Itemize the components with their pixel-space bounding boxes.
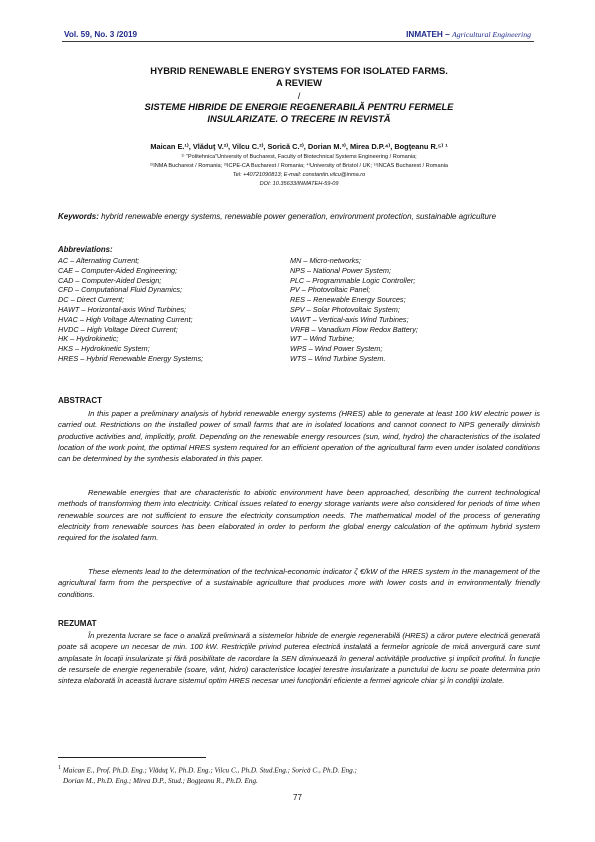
abbreviations-right-column (290, 256, 418, 364)
contact-line: Tel: +40721090813; E-mail: constantin.vilcu@inma.ro (232, 172, 366, 178)
abbreviations-left-column (58, 256, 203, 364)
abbreviation-item: CAE – Computer-Aided Engineering; (58, 265, 178, 275)
running-header-right (406, 30, 531, 39)
journal-subtitle: Agricultural Engineering (451, 30, 531, 39)
affiliation-line-1: ¹⁾ “Politehnica”University of Bucharest, Faculty of Biotechnical Systems Engineering / Romania; (181, 154, 417, 160)
abstract-heading: ABSTRACT (58, 396, 102, 405)
abbreviation-item: MN – Micro-networks; (290, 256, 361, 265)
abbreviation-item: WT – Wind Turbine; (290, 334, 355, 344)
abbreviation-item: HK – Hydrokinetic; (58, 334, 119, 344)
title-en-line2: A REVIEW (275, 77, 322, 88)
title-en-line1: HYBRID RENEWABLE ENERGY SYSTEMS FOR ISOLATED FARMS. (150, 65, 448, 76)
abstract-paragraph-1: In this paper a preliminary analysis of hybrid renewable energy systems (HRES) able to generate at least 100 kW electric power is carried out. Restrictions on the installed power of small farms that are in isolated locations and cannot connect to NPS generally diminish productive activities and, implicitly, profit. Depending on the renewable energy resources (sun, wind, hydro) the characteristics of the isolated location of the work point, the optimal HRES system required for an efficient operation of the agricultural farm even under isolated conditions can be determined by the synthesis elaborated in this paper. (58, 409, 540, 464)
abbreviation-item: WPS – Wind Power System; (290, 344, 383, 354)
abbreviation-item: DC – Direct Current; (58, 295, 125, 305)
title-separator: / (297, 90, 301, 101)
abbreviation-item: AC – Alternating Current; (58, 256, 140, 265)
footnote (58, 763, 488, 786)
author-list: Maican E.¹⁾, Vlăduţ V.²⁾, Vilcu C.²⁾, Sorică C.²⁾, Dorian M.³⁾, Mirea D.P.⁴⁾, Bogţeanu R.⁵⁾ ¹ (150, 142, 448, 151)
affiliation-line-2: ²⁾INMA Bucharest / Romania; ³⁾ICPE-CA Bucharest / Romania; ⁴⁾University of Bristol / UK; ⁵⁾INCAS Bucharest / Romania (149, 163, 449, 169)
keywords (58, 211, 540, 222)
abbreviation-item: CFD – Computational Fluid Dynamics; (58, 285, 183, 295)
abbreviation-item: VAWT – Vertical-axis Wind Turbines; (290, 314, 409, 324)
footnote-text-2: Dorian M., Ph.D. Eng.; Mirea D.P., Stud.; Bogţeanu R., Ph.D. Eng. (63, 776, 258, 785)
footnote-text-1: Maican E., Prof. Ph.D. Eng.; Vlăduţ V., Ph.D. Eng.; Vilcu C., Ph.D. Stud.Eng.; Sorică C., Ph.D. Eng.; (62, 766, 357, 775)
title-ro-line2: INSULARIZATE. O TRECERE IN REVISTĂ (207, 113, 391, 124)
doi-line: DOI: 10.35633/INMATEH-59-09 (259, 181, 339, 187)
rezumat-heading: REZUMAT (58, 619, 97, 628)
footnote-line-1 (58, 763, 488, 776)
abbreviation-item: PLC – Programmable Logic Controller; (290, 275, 416, 285)
abbreviation-item: VRFB – Vanadium Flow Redox Battery; (290, 324, 418, 334)
abbreviation-item: HAWT – Horizontal-axis Wind Turbines; (58, 304, 187, 314)
abbreviation-item: PV – Photovoltaic Panel; (290, 285, 371, 295)
footnote-line-2 (58, 776, 488, 786)
rezumat-paragraph: În prezenta lucrare se face o analiză preliminară a sistemelor hibride de energie regenerabilă (HRES) a căror putere electrică generată poate să acopere un necesar de min. 100 kW. Restricţiile privind puterea electrică instalată a fermelor agricole de mică anvergură care sunt amplasate în locaţii insularizate şi fără posibilitate de racordare la SEN diminuează în general activităţile productive şi implicit profitul. În funcţie de resursele de energie regenerabile (soare, vânt, hidro) caracteristice locaţiei terestre insularizate a punctului de lucru se poate determina prin sinteza elaborată în această lucrare sistemul optim HRES necesar unei funcţionări eficiente a fermei agricole chiar şi în condiţii izolate. (58, 631, 540, 686)
abstract-paragraph-2: Renewable energies that are characteristic to abiotic environment have been approached, describing the current technological methods of transforming them into electricity. Critical issues related to energy storage variants were also considered for periods of time when renewable sources are not sufficient to ensure the electricity consumption needs. The mathematical model of the process of generating electricity from renewable sources has been elaborated in order to perform the global energy calculation of the optimum hybrid system required for the isolated farm. (58, 488, 540, 543)
abbreviation-item: HKS – Hydrokinetic System; (58, 344, 150, 354)
abbreviation-item: HRES – Hybrid Renewable Energy Systems; (58, 353, 204, 363)
footnote-mark: 1 (58, 765, 61, 771)
running-header-left: Vol. 59, No. 3 /2019 (64, 30, 138, 39)
keywords-text: hybrid renewable energy systems, renewable power generation, environment protection, sustainable agriculture (101, 212, 497, 221)
title-ro-line1: SISTEME HIBRIDE DE ENERGIE REGENERABILĂ PENTRU FERMELE (144, 101, 454, 112)
footnote-rule (58, 757, 206, 758)
abbreviation-item: CAD – Computer-Aided Design; (58, 275, 162, 285)
abbreviation-item: NPS – National Power System; (290, 265, 391, 275)
abbreviations-heading: Abbreviations: (58, 245, 113, 254)
abbreviation-item: HVDC – High Voltage Direct Current; (58, 324, 178, 334)
abstract-paragraph-3: These elements lead to the determination of the technical-economic indicator ζ €/kW of the HRES system in the management of the agricultural farm from the perspective of a sustainable agriculture that produces more with lower costs and in environmentally friendly conditions. (58, 567, 540, 599)
abbreviation-item: SPV – Solar Photovoltaic System; (290, 304, 400, 314)
abbreviation-item: RES – Renewable Energy Sources; (290, 295, 406, 305)
page-number: 77 (293, 793, 302, 802)
abbreviation-item: WTS – Wind Turbine System. (290, 353, 386, 363)
keywords-label: Keywords: (58, 212, 99, 221)
header-rule (62, 41, 534, 42)
abbreviation-item: HVAC – High Voltage Alternating Current; (58, 314, 193, 324)
journal-name: INMATEH – (406, 30, 450, 39)
